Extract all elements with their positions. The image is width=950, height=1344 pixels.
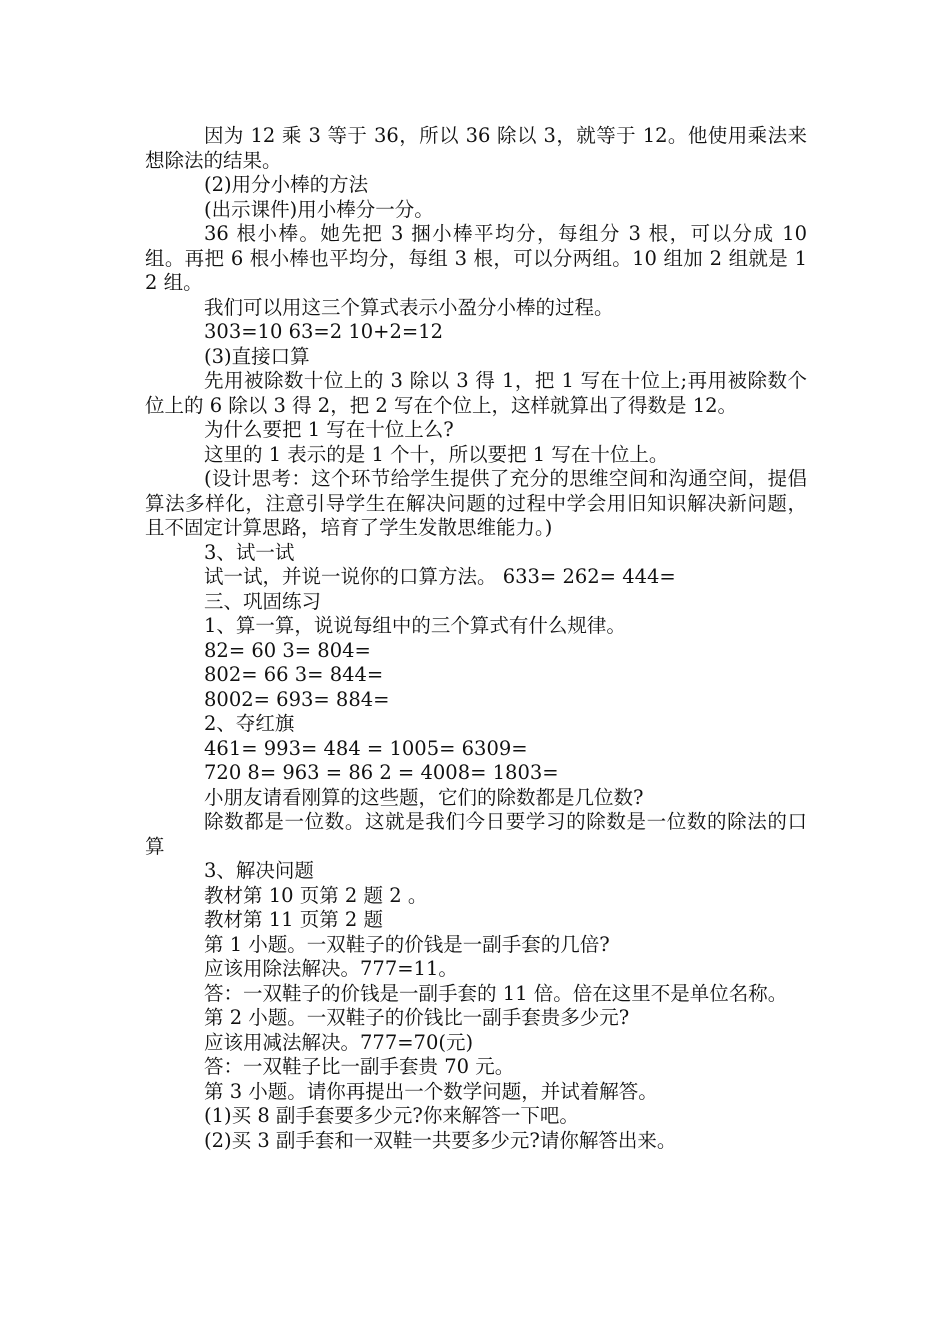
paragraph: (3)直接口算 bbox=[204, 344, 310, 368]
paragraph: 3、解决问题 bbox=[204, 859, 314, 882]
paragraph: 三、巩固练习 bbox=[204, 589, 322, 613]
paragraph: (设计思考：这个环节给学生提供了充分的思维空间和沟通空间，提倡算法多样化，注意引导学生在解决问题的过程中学会用旧知识解决新问题，且不固定计算思路，培育了学生发散思维能力。) bbox=[145, 467, 807, 539]
paragraph: 应该用减法解决。777=70(元) bbox=[204, 1030, 474, 1054]
paragraph: 为什么要把 1 写在十位上么? bbox=[204, 418, 454, 441]
paragraph: 720 8= 963 = 86 2 = 4008= 1803= bbox=[204, 761, 559, 784]
paragraph: 应该用除法解决。777=11。 bbox=[204, 957, 458, 980]
paragraph: 第 1 小题。一双鞋子的价钱是一副手套的几倍? bbox=[204, 932, 610, 956]
paragraph: 303=10 63=2 10+2=12 bbox=[204, 320, 444, 343]
paragraph: 小朋友请看刚算的这些题，它们的除数都是几位数? bbox=[204, 785, 644, 809]
paragraph: (2)买 3 副手套和一双鞋一共要多少元?请你解答出来。 bbox=[204, 1128, 677, 1152]
paragraph: 因为 12 乘 3 等于 36，所以 36 除以 3，就等于 12。他使用乘法来想除法的结果。 bbox=[145, 124, 807, 172]
paragraph: 这里的 1 表示的是 1 个十，所以要把 1 写在十位上。 bbox=[204, 442, 669, 466]
paragraph: 461= 993= 484 = 1005= 6309= bbox=[204, 736, 528, 760]
paragraph: 802= 66 3= 844= bbox=[204, 663, 384, 686]
paragraph: 试一试，并说一说你的口算方法。 633= 262= 444= bbox=[204, 565, 676, 588]
paragraph: 教材第 11 页第 2 题 bbox=[204, 908, 384, 931]
paragraph: 1、算一算，说说每组中的三个算式有什么规律。 bbox=[204, 614, 626, 637]
paragraph: 36 根小棒。她先把 3 捆小棒平均分，每组分 3 根，可以分成 10 组。再把 6 根小棒也平均分，每组 3 根，可以分两组。10 组加 2 组就是 12 组。 bbox=[145, 222, 807, 294]
paragraph: 教材第 10 页第 2 题 2 。 bbox=[204, 883, 428, 907]
paragraph: 我们可以用这三个算式表示小盈分小棒的过程。 bbox=[204, 295, 614, 319]
paragraph: 2、夺红旗 bbox=[204, 712, 295, 735]
paragraph: 除数都是一位数。这就是我们今日要学习的除数是一位数的除法的口算 bbox=[145, 810, 807, 858]
paragraph: 82= 60 3= 804= bbox=[204, 638, 371, 662]
paragraph: 3、试一试 bbox=[204, 540, 295, 564]
paragraph: 答：一双鞋子比一副手套贵 70 元。 bbox=[204, 1055, 515, 1078]
paragraph: 第 3 小题。请你再提出一个数学问题，并试着解答。 bbox=[204, 1079, 658, 1103]
document-body bbox=[145, 124, 807, 1153]
paragraph: 先用被除数十位上的 3 除以 3 得 1，把 1 写在十位上;再用被除数个位上的 6 除以 3 得 2，把 2 写在个位上，这样就算出了得数是 12。 bbox=[145, 369, 807, 417]
paragraph: 答：一双鞋子的价钱是一副手套的 11 倍。倍在这里不是单位名称。 bbox=[204, 981, 788, 1005]
paragraph: (1)买 8 副手套要多少元?你来解答一下吧。 bbox=[204, 1104, 579, 1127]
paragraph: 8002= 693= 884= bbox=[204, 687, 390, 711]
paragraph: 第 2 小题。一双鞋子的价钱比一副手套贵多少元? bbox=[204, 1006, 630, 1029]
paragraph: (2)用分小棒的方法 bbox=[204, 173, 369, 196]
paragraph: (出示课件)用小棒分一分。 bbox=[204, 197, 434, 221]
